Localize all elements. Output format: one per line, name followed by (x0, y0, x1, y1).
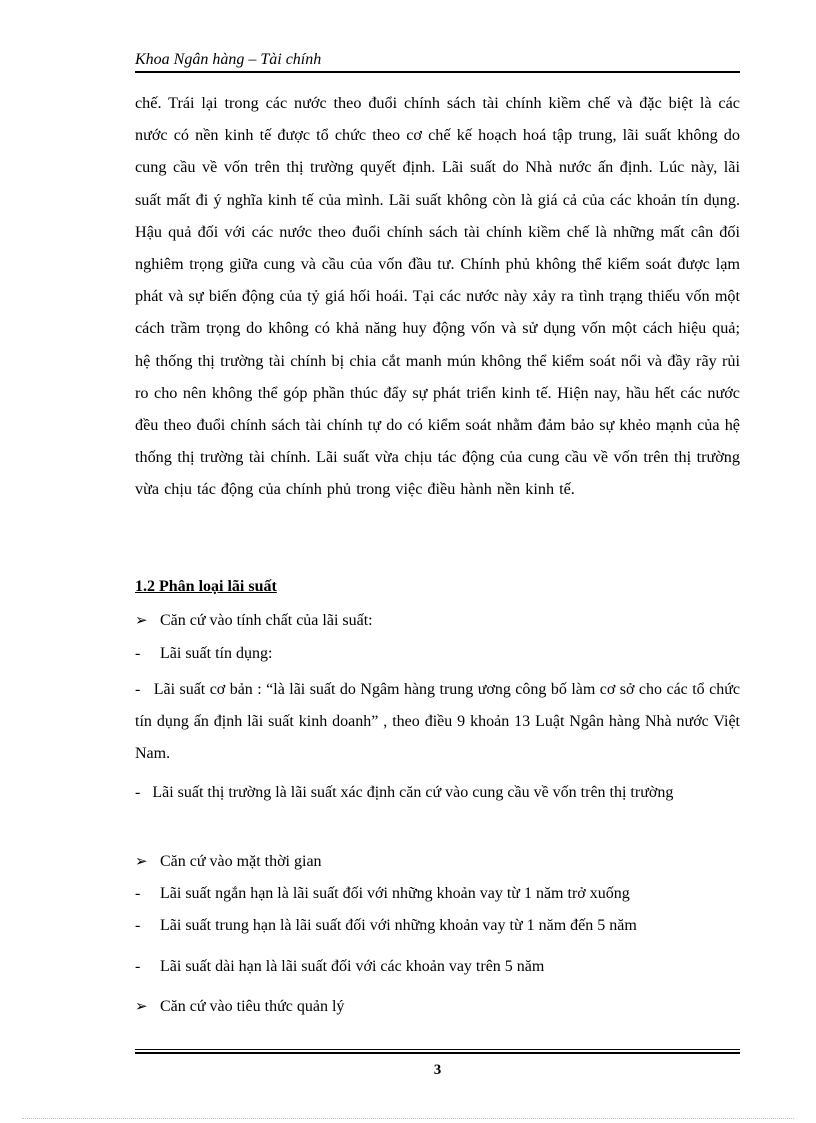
arrow-bullet-icon: ➢ (135, 999, 148, 1015)
bullet-text: Căn cứ vào mặt thời gian (160, 853, 322, 870)
dash-bullet-icon: - (135, 681, 154, 698)
dash-bullet-icon: - (135, 885, 141, 902)
list-item (135, 777, 740, 809)
page-number: 3 (433, 1062, 442, 1078)
bullet-text: Căn cứ vào tính chất của lãi suất: (160, 612, 373, 629)
header-rule (135, 71, 740, 73)
list-item-text: Lãi suất tín dụng: (160, 645, 273, 662)
list-item (135, 957, 740, 977)
arrow-bullet-icon: ➢ (135, 613, 148, 629)
dash-bullet-icon: - (135, 784, 153, 801)
list-item (135, 916, 740, 936)
list-item-text: Lãi suất dài hạn là lãi suất đối với các khoản vay trên 5 năm (160, 958, 545, 975)
bullet-item-management (135, 997, 740, 1017)
dash-bullet-icon: - (135, 958, 141, 975)
list-item (135, 644, 740, 664)
dash-bullet-icon: - (135, 917, 141, 934)
list-item-text: Lãi suất cơ bản : “là lãi suất do Ngâm hàng trung ương công bố làm cơ sở cho các tổ chức tín dụng ấn định lãi suất kinh doanh” , theo điều 9 khoản 13 Luật Ngân hàng Nhà nước Việt Nam. (135, 681, 740, 762)
footer-rule (135, 1049, 740, 1050)
page-header: Khoa Ngân hàng – Tài chính (135, 51, 322, 68)
page-bottom-border (22, 1118, 794, 1119)
list-item (135, 884, 740, 904)
list-item-text: Lãi suất trung hạn là lãi suất đối với những khoản vay từ 1 năm đến 5 năm (160, 917, 637, 934)
dash-bullet-icon: - (135, 645, 141, 662)
section-title (135, 577, 740, 597)
arrow-bullet-icon: ➢ (135, 854, 148, 870)
list-item (135, 674, 740, 770)
bullet-item-nature (135, 611, 740, 631)
list-item-text: Lãi suất ngắn hạn là lãi suất đối với những khoản vay từ 1 năm trở xuống (160, 885, 630, 902)
list-item-text: Lãi suất thị trường là lãi suất xác định căn cứ vào cung cầu về vốn trên thị trường (152, 784, 674, 801)
footer-rule (135, 1052, 740, 1054)
bullet-item-time (135, 852, 740, 872)
section-heading: 1.2 Phân loại lãi suất (135, 578, 277, 595)
body-paragraph: chế. Trái lại trong các nước theo đuổi chính sách tài chính kiềm chế và đặc biệt là các nước có nền kinh tế được tổ chức theo cơ chế kế hoạch hoá tập trung, lãi suất không do cung cầu về vốn trên thị trường quyết định. Lãi suất do Nhà nước ấn định. Lúc này, lãi suất mất đi ý nghĩa kinh tế của mình. Lãi suất không còn là giá cả của các khoản tín dụng. Hậu quả đối với các nước theo đuổi chính sách tài chính kiềm chế là những mất cân đối nghiêm trọng giữa cung và cầu của vốn đầu tư. Chính phủ không thể kiểm soát được lạm phát và sự biến động của tỷ giá hối hoái. Tại các nước này xảy ra tình trạng thiếu vốn một cách trầm trọng do không có khả năng huy động vốn và sử dụng vốn một cách hiệu quả; hệ thống thị trường tài chính bị chia cắt manh mún không thể kiểm soát nổi và đầy rãy rủi ro cho nên không thể góp phần thúc đẩy sự phát triển kinh tế. Hiện nay, hầu hết các nước đều theo đuổi chính sách tài chính tự do có kiểm soát nhằm đảm bảo sự khẻo mạnh của hệ thống thị trường tài chính. Lãi suất vừa chịu tác động của cung cầu về vốn trên thị trường vừa chịu tác động của chính phủ trong việc điều hành nền kinh tế. (135, 94, 740, 499)
bullet-text: Căn cứ vào tiêu thức quản lý (160, 998, 345, 1015)
